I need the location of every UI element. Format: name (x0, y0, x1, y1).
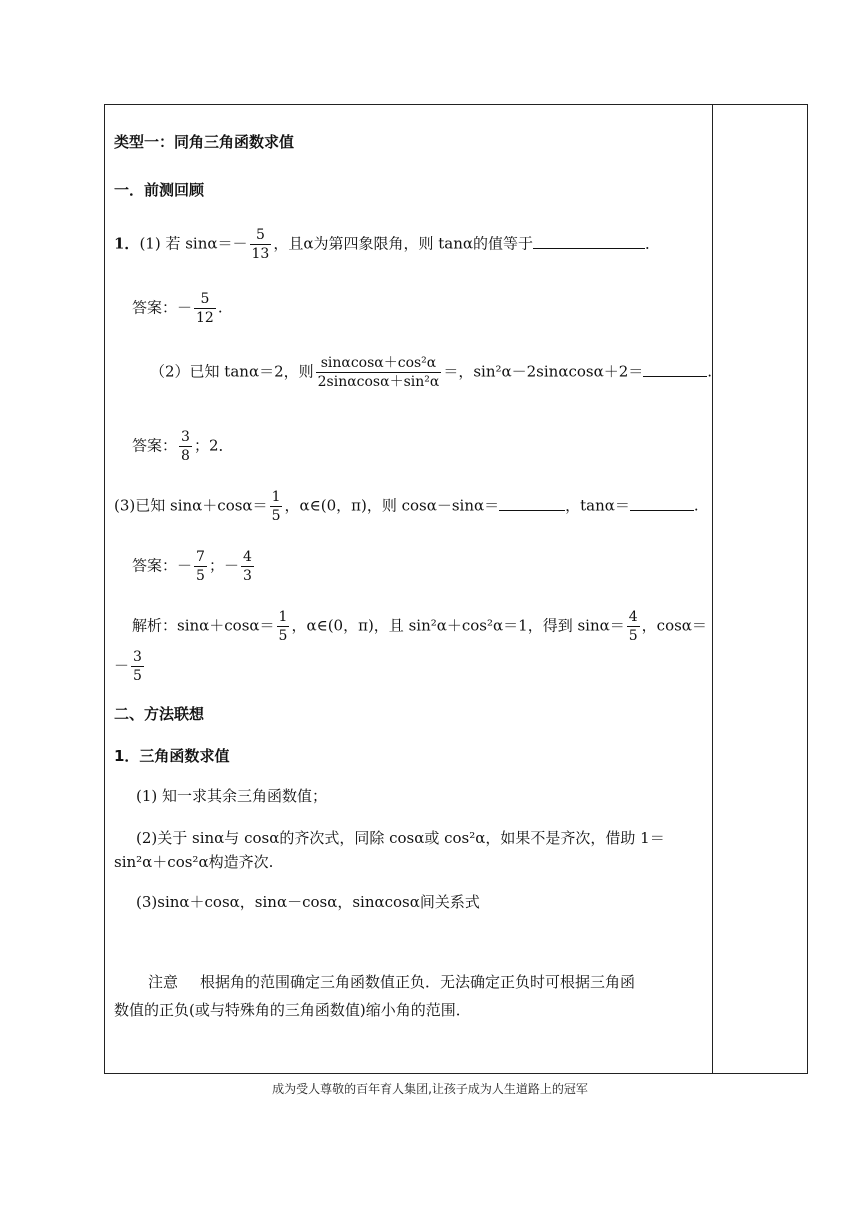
note-line-1 (148, 972, 635, 992)
fraction: $\frac{4}{5}$ (628, 609, 638, 644)
q1-suffix: ，且α为第四象限角，则 tanα的值等于 (273, 234, 534, 253)
column-divider (712, 104, 713, 1074)
question-1-part-2: （2）已知 tanα＝2，则 $\frac{\text{sinαcosα＋cos²α}}{\text{2sinαcosα＋sin²α}}$ ＝，sin²α－2sinαcosα＋2＝ . (150, 355, 713, 390)
fraction: $\frac{1}{5}$ (278, 609, 288, 644)
section-2-title: 二、方法联想 (114, 705, 205, 723)
note-text: 根据角的范围确定三角函数值正负．无法确定正负时可根据三角函 (200, 973, 636, 991)
answer-3: 答案：－ $\frac{7}{5}$ ；－ $\frac{4}{3}$ (132, 549, 252, 584)
fraction: $\frac{1}{5}$ (271, 489, 281, 524)
answer-blank (643, 362, 707, 377)
fraction: $\frac{7}{5}$ (196, 549, 205, 584)
note-label: 注意 (148, 973, 179, 991)
method-title: 1．三角函数求值 (114, 747, 230, 765)
analysis-continuation: － $\frac{3}{5}$ (114, 649, 142, 684)
answer-2: 答案： $\frac{3}{8}$ ；2． (132, 429, 234, 464)
method-item: (1) 知一求其余三角函数值； (136, 787, 328, 805)
answer-blank (499, 496, 565, 511)
method-item: sin²α＋cos²α构造齐次. (114, 853, 274, 871)
method-item: (3)sinα＋cosα，sinα－cosα，sinαcosα间关系式 (136, 893, 480, 911)
answer-blank (630, 496, 694, 511)
section-title: 类型一：同角三角函数求值 (114, 133, 295, 151)
fraction: $\frac{3}{8}$ (181, 429, 190, 464)
page-footer: 成为受人尊敬的百年育人集团,让孩子成为人生道路上的冠军 (272, 1082, 588, 1096)
question-number: 1． (114, 234, 140, 253)
subsection-title: 一．前测回顾 (114, 181, 205, 199)
method-item: (2)关于 sinα与 cosα的齐次式，同除 cosα或 cos²α，如果不是齐次，借助 1＝ (136, 829, 665, 847)
question-1-part-3: (3)已知 sinα＋cosα＝ $\frac{1}{5}$ ，α∈(0，π)，则 cosα－sinα＝ ，tanα＝ . (114, 489, 699, 524)
analysis: 解析：sinα＋cosα＝ $\frac{1}{5}$ ，α∈(0，π)，且 sin²α＋cos²α＝1，得到 sinα＝ $\frac{4}{5}$ ，cosα＝ (132, 609, 707, 644)
answer-blank (533, 234, 645, 249)
fraction: $\frac{4}{3}$ (242, 549, 252, 584)
question-1-part-1: 1．(1) 若 sinα＝－ $\frac{5}{13}$ ，且α为第四象限角，则 tanα的值等于 ． (114, 227, 661, 262)
fraction: $\frac{3}{5}$ (133, 649, 142, 684)
fraction: $\frac{5}{12}$ (196, 291, 214, 326)
fraction: $\frac{\text{sinαcosα＋cos²α}}{\text{2sinαcosα＋sin²α}}$ (317, 355, 440, 390)
q1-prefix: (1) 若 sinα＝－ (139, 234, 248, 253)
fraction: $\frac{5}{13}$ (251, 227, 270, 262)
answer-1: 答案：－ $\frac{5}{12}$ . (132, 291, 223, 326)
note-line-2: 数值的正负(或与特殊角的三角函数值)缩小角的范围． (114, 1001, 471, 1019)
